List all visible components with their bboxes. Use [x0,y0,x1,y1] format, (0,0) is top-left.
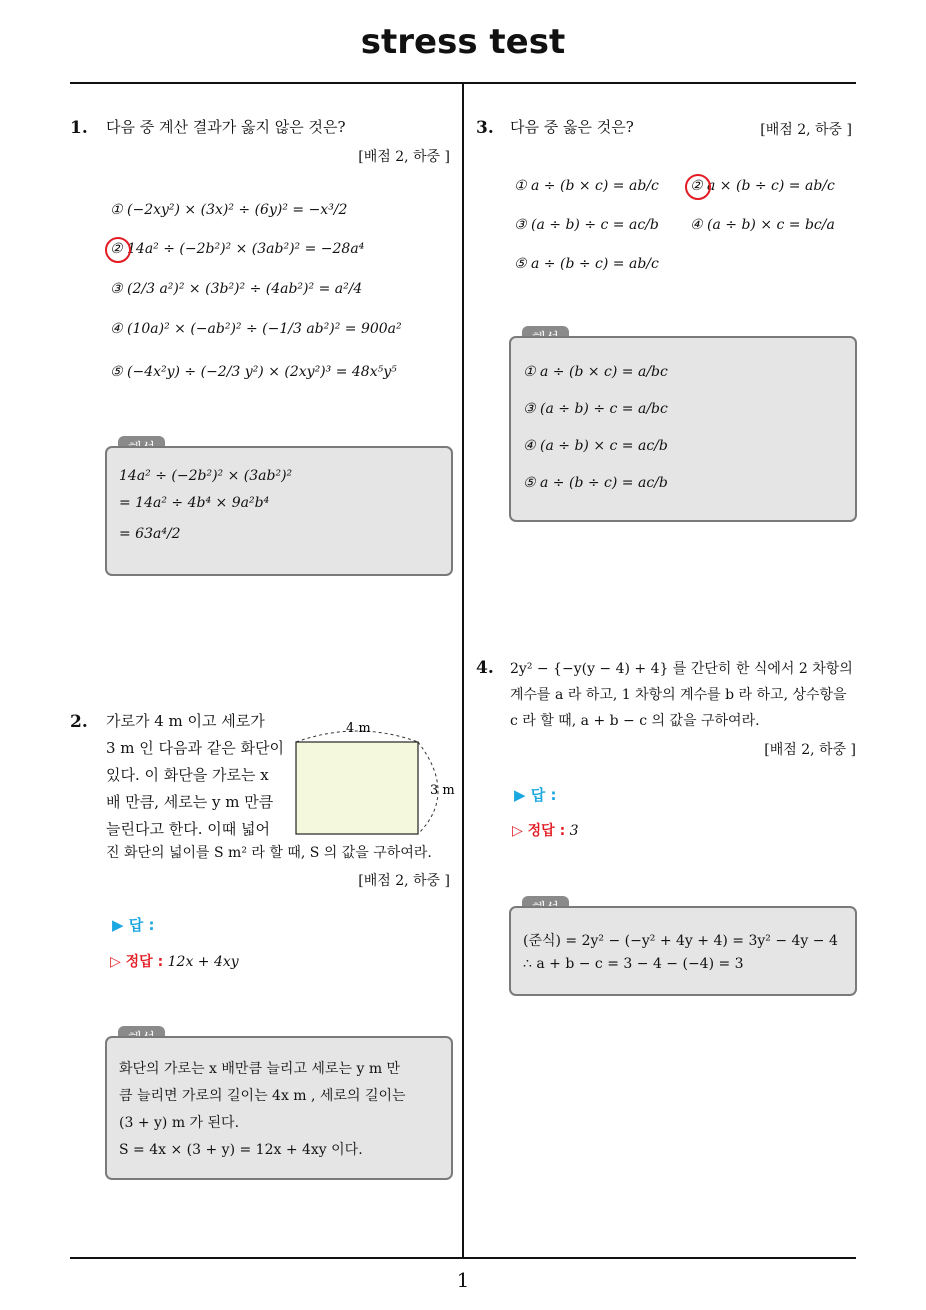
flowerbed-figure [288,712,460,842]
q3-choice-3[interactable]: ③ (a ÷ b) ÷ c = ac/b [514,217,659,233]
q2-text-line-2: 3 m 인 다음과 같은 화단이 [106,739,285,757]
q2-expl-line-1: 화단의 가로는 x 배만큼 늘리고 세로는 y m 만 [119,1061,401,1077]
q2-number: 2. [70,712,88,732]
q3-choice-5[interactable]: ⑤ a ÷ (b ÷ c) = ab/c [514,256,659,272]
q1-choice-5[interactable]: ⑤ (−4x²y) ÷ (−2/3 y²) × (2xy²)³ = 48x⁵y⁵ [110,364,397,380]
q4-score: [배점 2, 하중 ] [764,742,856,758]
q1-explanation-box [105,446,453,576]
q2-score: [배점 2, 하중 ] [358,873,450,889]
q4-text-line-2: 계수를 a 라 하고, 1 차항의 계수를 b 라 하고, 상수항을 [510,687,847,703]
q2-text-line-3: 있다. 이 화단을 가로는 x [106,766,269,784]
q4-correct-value: 3 [569,823,579,839]
q1-expl-line-2: = 14a² ÷ 4b⁴ × 9a²b⁴ [119,495,270,511]
q1-choice-4[interactable]: ④ (10a)² × (−ab²)² ÷ (−1/3 ab²)² = 900a² [110,321,402,337]
q2-text-line-5: 늘린다고 한다. 이때 넓어 [106,820,270,838]
q1-choice-1[interactable]: ① (−2xy²) × (3x)² ÷ (6y)² = −x³/2 [110,202,348,218]
q2-text-line-6: 진 화단의 넓이를 S m² 라 할 때, S 의 값을 구하여라. [106,845,432,861]
q1-expl-line-3: = 63a⁴/2 [119,526,181,542]
q1-number: 1. [70,118,88,138]
footer-rule [70,1257,856,1259]
height-label: 3 m [430,783,455,798]
q4-explanation-box [509,906,857,996]
q1-choice-2[interactable]: ② 14a² ÷ (−2b²)² × (3ab²)² = −28a⁴ [110,241,365,257]
selected-answer-circle-icon [105,237,131,263]
q4-number: 4. [476,658,494,678]
q3-score: [배점 2, 하중 ] [760,122,852,138]
q3-choice-4[interactable]: ④ (a ÷ b) × c = bc/a [690,217,835,233]
column-divider [462,84,464,1259]
q4-text-line-1: 2y² − {−y(y − 4) + 4} 를 간단히 한 식에서 2 차항의 [510,661,853,677]
q3-number: 3. [476,118,494,138]
q1-text: 다음 중 계산 결과가 옳지 않은 것은? [106,118,346,136]
q1-choice-3[interactable]: ③ (2/3 a²)² × (3b²)² ÷ (4ab²)² = a²/4 [110,281,363,297]
q4-correct-label: ▷ 정답 : [512,823,566,839]
q2-correct-answer [110,951,239,971]
q3-expl-line-2: ③ (a ÷ b) ÷ c = a/bc [523,401,668,417]
q4-expl-line-1: (준식) = 2y² − (−y² + 4y + 4) = 3y² − 4y − 4 [523,933,838,949]
q2-correct-value: 12x + 4xy [167,954,239,970]
page-title: stress test [360,22,566,62]
q4-text-line-3: c 라 할 때, a + b − c 의 값을 구하여라. [510,713,760,729]
q3-expl-line-1: ① a ÷ (b × c) = a/bc [523,364,668,380]
q2-correct-label: ▷ 정답 : [110,954,164,970]
q2-text-line-1: 가로가 4 m 이고 세로가 [106,712,265,730]
q2-expl-line-4: S = 4x × (3 + y) = 12x + 4xy 이다. [119,1142,363,1158]
q3-explanation-box [509,336,857,522]
q3-choice-2[interactable]: ② a × (b ÷ c) = ab/c [690,178,835,194]
q2-expl-line-2: 큼 늘리면 가로의 길이는 4x m , 세로의 길이는 [119,1088,406,1104]
q3-expl-line-4: ⑤ a ÷ (b ÷ c) = ac/b [523,475,668,491]
q4-correct-answer [512,820,579,840]
q2-explanation-box [105,1036,453,1180]
q3-choice-1[interactable]: ① a ÷ (b × c) = ab/c [514,178,659,194]
selected-answer-circle-icon [685,174,711,200]
q2-answer-label: ▶ 답 : [112,916,155,934]
q3-text: 다음 중 옳은 것은? [510,118,634,136]
q4-answer-label: ▶ 답 : [514,786,557,804]
page-number: 1 [456,1268,470,1292]
q2-text-line-4: 배 만큼, 세로는 y m 만큼 [106,793,274,811]
q3-expl-line-3: ④ (a ÷ b) × c = ac/b [523,438,668,454]
q2-expl-line-3: (3 + y) m 가 된다. [119,1115,240,1131]
q1-score: [배점 2, 하중 ] [358,149,450,165]
width-label: 4 m [346,721,371,736]
q1-expl-line-1: 14a² ÷ (−2b²)² × (3ab²)² [119,468,293,484]
flowerbed-rect [296,742,418,834]
q4-expl-line-2: ∴ a + b − c = 3 − 4 − (−4) = 3 [523,956,744,972]
